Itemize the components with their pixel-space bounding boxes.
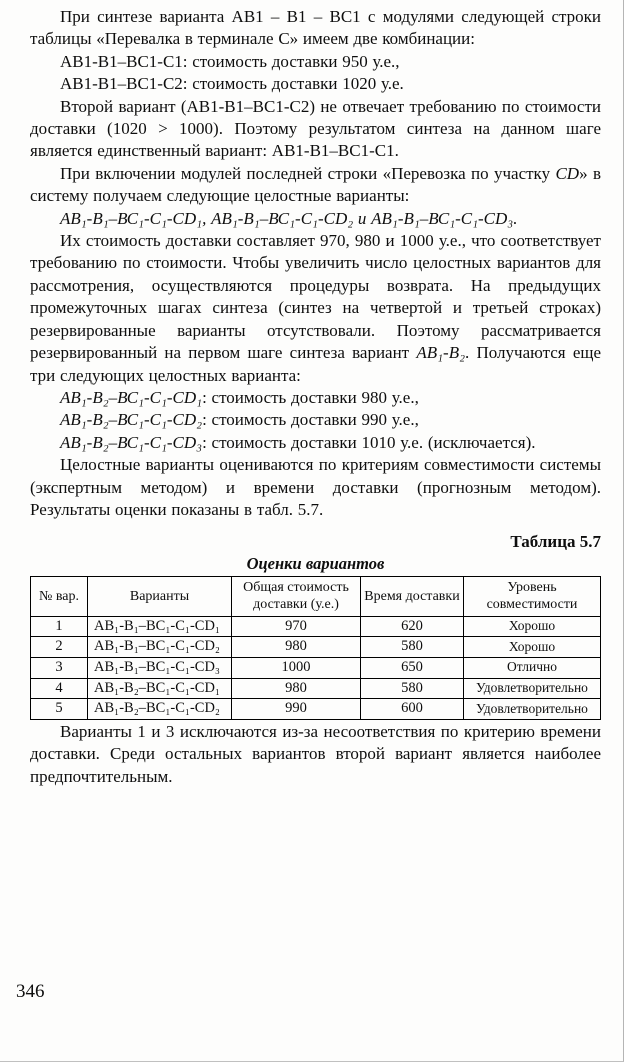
body-text-segment: Целостные варианты оцениваются по критериям совместимости системы (экспертным методом) и времени доставки (прогнозным методом). Результаты оценки показаны в табл. 5.7. — [30, 455, 601, 519]
column-header-delivery-time: Время доставки — [361, 577, 464, 616]
body-text-segment: Второй вариант (АВ1-В1–ВС1-С2) не отвечает требованию по стоимости доставки (1020 > 1000). Поэтому результатом синтеза на данном шаге является единственный вариант: АВ1-В1–ВС1-С1. — [30, 96, 601, 161]
paragraph — [30, 51, 601, 73]
table-cell: АВ₁-В₂–ВС₁-С₁-СD₂ — [88, 699, 232, 720]
table-cell: АВ₁-В₁–ВС₁-С₁-СD₁ — [88, 616, 232, 637]
paragraph — [30, 230, 601, 387]
body-text-segment: : стоимость доставки 1010 у.е. (исключается). — [202, 432, 536, 452]
table-cell: 1 — [31, 616, 88, 637]
table-cell: Хорошо — [464, 637, 601, 658]
paragraph — [30, 6, 601, 51]
closing-text — [30, 721, 601, 788]
table-cell: АВ₁-В₁–ВС₁-С₁-СD₂ — [88, 637, 232, 658]
paragraph — [30, 409, 601, 431]
paragraph — [30, 96, 601, 163]
results-table — [30, 576, 601, 720]
table-cell: Удовлетворительно — [464, 699, 601, 720]
body-text-segment: : стоимость доставки 990 у.е., — [202, 410, 419, 430]
column-header-variants: Варианты — [88, 577, 232, 616]
table-cell: АВ₁-В₂–ВС₁-С₁-СD₁ — [88, 678, 232, 699]
table-cell: 600 — [361, 699, 464, 720]
formula-text: АВ₁-В₂–ВС₁-С₁-СD₃ — [60, 432, 203, 452]
body-text-segment: При включении модулей последней строки «Перевозка по участку — [60, 163, 556, 183]
table-cell: 3 — [31, 657, 88, 678]
table-cell: АВ₁-В₁–ВС₁-С₁-СD₃ — [88, 657, 232, 678]
table-cell: 580 — [361, 678, 464, 699]
body-text-segment: . Получаются еще три следующих целостных варианта: — [30, 343, 602, 385]
table-body — [31, 616, 601, 719]
table-caption: Таблица 5.7 — [510, 532, 601, 552]
table-cell: 620 — [361, 616, 464, 637]
body-text-segment: : стоимость доставки 980 у.е., — [202, 387, 419, 407]
table-cell: 990 — [232, 699, 361, 720]
table-header-row — [31, 577, 601, 616]
body-text-segment: Их стоимость доставки составляет 970, 980 и 1000 у.е., что соответствует требованию по стоимости. Чтобы увеличить число целостных вариантов для рассмотрения, осуществляются процедуры возврата. На предыдущих промежуточных шагах синтеза (синтез на четвертой и третьей строках) резервированные варианты отсутствовали. Поэтому рассматривается резервированный на первом шаге синтеза вариант — [30, 231, 601, 363]
table-cell: Хорошо — [464, 616, 601, 637]
table-cell: 4 — [31, 678, 88, 699]
formula-text: АВ₁-В₂ — [416, 343, 465, 363]
paragraph — [30, 387, 601, 409]
table-cell: 5 — [31, 699, 88, 720]
body-text-segment: » в систему получаем следующие целостные варианты: — [30, 163, 601, 206]
table-cell: 580 — [361, 637, 464, 658]
table-cell: 970 — [232, 616, 361, 637]
formula-text: АВ₁-В₁–ВС₁-С₁-СD₁, АВ₁-В₁–ВС₁-С₁-СD₂ и АВ₁-В₁–ВС₁-С₁-СD₃. — [60, 208, 518, 228]
table-cell: 2 — [31, 637, 88, 658]
column-header-total-cost: Общая стоимость доставки (у.е.) — [232, 577, 361, 616]
table-title: Оценки вариантов — [246, 554, 385, 574]
body-text-segment: АВ1-В1–ВС1-С1: стоимость доставки 950 у.е., — [60, 51, 400, 71]
formula-text: АВ₁-В₂–ВС₁-С₁-СD₂ — [60, 410, 203, 430]
table-cell: Отлично — [464, 657, 601, 678]
table-row — [31, 699, 601, 720]
formula-text: АВ₁-В₂–ВС₁-С₁-СD₁ — [60, 387, 203, 407]
column-header-compatibility-level: Уровень совместимости — [464, 577, 601, 616]
paragraph — [30, 163, 601, 208]
table-cell: Удовлетворительно — [464, 678, 601, 699]
table-cell: 980 — [232, 678, 361, 699]
body-text-segment: АВ1-В1–ВС1-С2: стоимость доставки 1020 у.е. — [60, 74, 404, 94]
table-cell: 1000 — [232, 657, 361, 678]
paragraph — [30, 208, 601, 230]
formula-text: CD — [555, 163, 580, 183]
body-text-segment: Варианты 1 и 3 исключаются из-за несоответствия по критерию времени доставки. Среди остальных вариантов второй вариант является наиболее предпочтительным. — [30, 721, 601, 786]
table-row — [31, 657, 601, 678]
table-row — [31, 616, 601, 637]
paragraph — [30, 454, 601, 521]
page-number: 346 — [16, 981, 45, 1002]
body-text-segment: При синтезе варианта АВ1 – В1 – ВС1 с модулями следующей строки таблицы «Перевалка в терминале С» имеем две комбинации: — [30, 7, 601, 49]
paragraph — [30, 73, 601, 95]
table-row — [31, 678, 601, 699]
table-row — [31, 637, 601, 658]
table-cell: 980 — [232, 637, 361, 658]
body-text — [30, 6, 601, 521]
column-header-variant-number: № вар. — [31, 577, 88, 616]
table-cell: 650 — [361, 657, 464, 678]
paragraph — [30, 432, 601, 454]
paragraph — [30, 721, 601, 788]
